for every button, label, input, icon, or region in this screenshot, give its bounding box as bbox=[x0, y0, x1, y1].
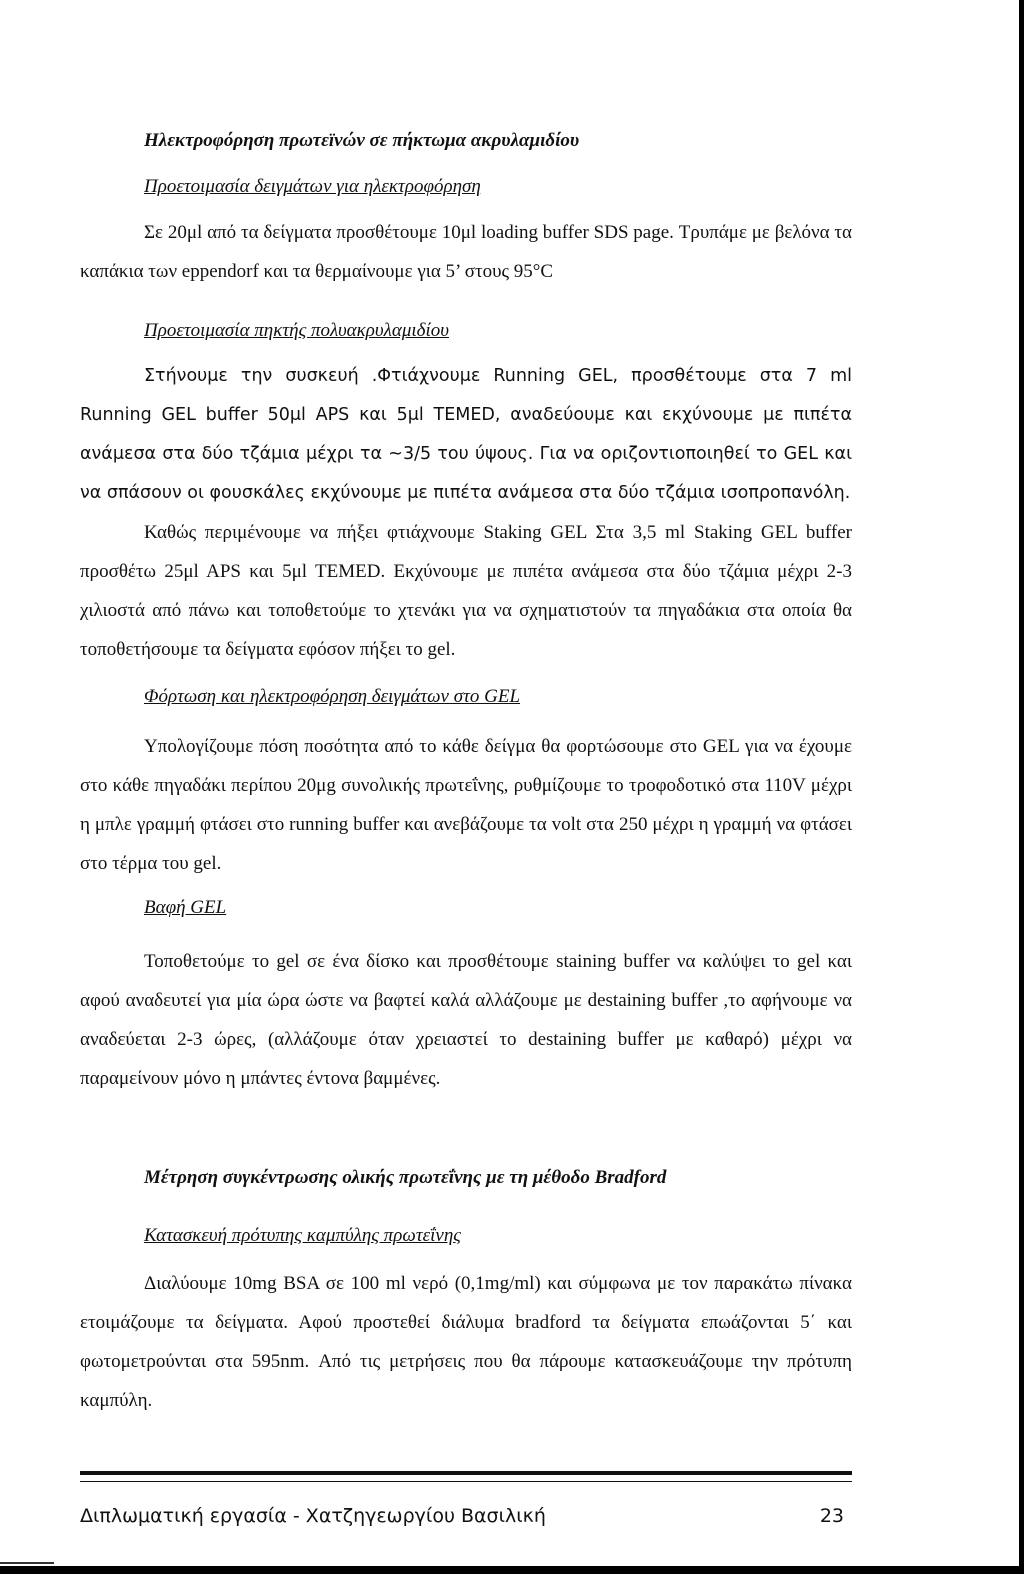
paragraph-sample-preparation bbox=[80, 213, 852, 291]
paragraph-text: Διαλύουμε 10mg BSA σε 100 ml νερό (0,1mg/ml) και σύμφωνα με τον παρακάτω πίνακα ετοιμάζουμε τα δείγματα. Αφού προστεθεί διάλυμα bradford τα δείγματα επωάζονται 5΄ και φωτομετρούνται στα 595nm. Από τις μετρήσεις που θα πάρουμε κατασκευάζουμε την πρότυπη καμπύλη. bbox=[80, 1273, 852, 1411]
paragraph-staining bbox=[80, 942, 852, 1098]
subheading-standard-curve: Κατασκευή πρότυπης καμπύλης πρωτεΐνης bbox=[144, 1225, 461, 1246]
subheading-gel-preparation: Προετοιμασία πηκτής πολυακρυλαμιδίου bbox=[144, 320, 449, 341]
subheading-gel-staining: Βαφή GEL bbox=[144, 897, 227, 918]
scan-edge-mark bbox=[0, 1562, 54, 1564]
paragraph-text: Στήνουμε την συσκευή .Φτιάχνουμε Running GEL, προσθέτουμε στα 7 ml Running GEL buffer 50μl APS και 5μl TEMED, αναδεύουμε και εκχύνουμε με πιπέτα ανάμεσα στα δύο τζάμια μέχρι τα ~3/5 του ύψους. Για να οριζοντιοποιηθεί το GEL και να σπάσουν οι φουσκάλες εκχύνουμε με πιπέτα ανάμεσα στα δύο τζάμια ισοπροπανόλη. bbox=[80, 366, 852, 503]
paragraph-loading bbox=[80, 727, 852, 883]
page-footer bbox=[80, 1504, 852, 1528]
paragraph-text: Υπολογίζουμε πόση ποσότητα από το κάθε δείγμα θα φορτώσουμε στο GEL για να έχουμε στο κάθε πηγαδάκι περίπου 20μg συνολικής πρωτεΐνης, ρυθμίζουμε το τροφοδοτικό στα 110V μέχρι η μπλε γραμμή φτάσει στο running buffer και ανεβάζουμε τα volt στα 250 μέχρι η γραμμή να φτάσει στο τέρμα του gel. bbox=[80, 736, 852, 874]
section-title-bradford: Μέτρηση συγκέντρωσης ολικής πρωτεΐνης με τη μέθοδο Bradford bbox=[144, 1167, 667, 1188]
paragraph-text: Τοποθετούμε το gel σε ένα δίσκο και προσθέτουμε staining buffer να καλύψει το gel και αφού αναδευτεί για μία ώρα ώστε να βαφτεί καλά αλλάζουμε με destaining buffer ,το αφήνουμε να αναδεύεται 2-3 ώρες, (αλλάζουμε όταν χρειαστεί το destaining buffer με καθαρό) μέχρι να παραμείνουν μόνο η μπάντες έντονα βαμμένες. bbox=[80, 951, 852, 1089]
subheading-loading-electrophoresis: Φόρτωση και ηλεκτροφόρηση δειγμάτων στο GEL bbox=[144, 686, 521, 707]
paragraph-staking-gel bbox=[80, 513, 852, 669]
subheading-sample-preparation: Προετοιμασία δειγμάτων για ηλεκτροφόρηση bbox=[144, 176, 481, 197]
paragraph-text: Σε 20μl από τα δείγματα προσθέτουμε 10μl loading buffer SDS page. Τρυπάμε με βελόνα τα καπάκια των eppendorf και τα θερμαίνουμε για 5’ στους 95°C bbox=[80, 222, 852, 282]
footer-divider bbox=[80, 1471, 852, 1482]
paragraph-gel-preparation bbox=[80, 357, 852, 513]
page-number: 23 bbox=[819, 1505, 844, 1527]
footer-title: Διπλωματική εργασία - Χατζηγεωργίου Βασιλική bbox=[80, 1505, 546, 1527]
paragraph-standard-curve bbox=[80, 1264, 852, 1420]
section-title-electrophoresis: Ηλεκτροφόρηση πρωτεϊνών σε πήκτωμα ακρυλαμιδίου bbox=[144, 130, 580, 151]
paragraph-text: Καθώς περιμένουμε να πήξει φτιάχνουμε Staking GEL Στα 3,5 ml Staking GEL buffer προσθέτω 25μl APS και 5μl TEMED. Εκχύνουμε με πιπέτα ανάμεσα στα δύο τζάμια μέχρι 2-3 χιλιοστά από πάνω και τοποθετούμε το χτενάκι για να σχηματιστούν τα πηγαδάκια στα οποία θα τοποθετήσουμε τα δείγματα εφόσον πήξει το gel. bbox=[80, 522, 852, 660]
